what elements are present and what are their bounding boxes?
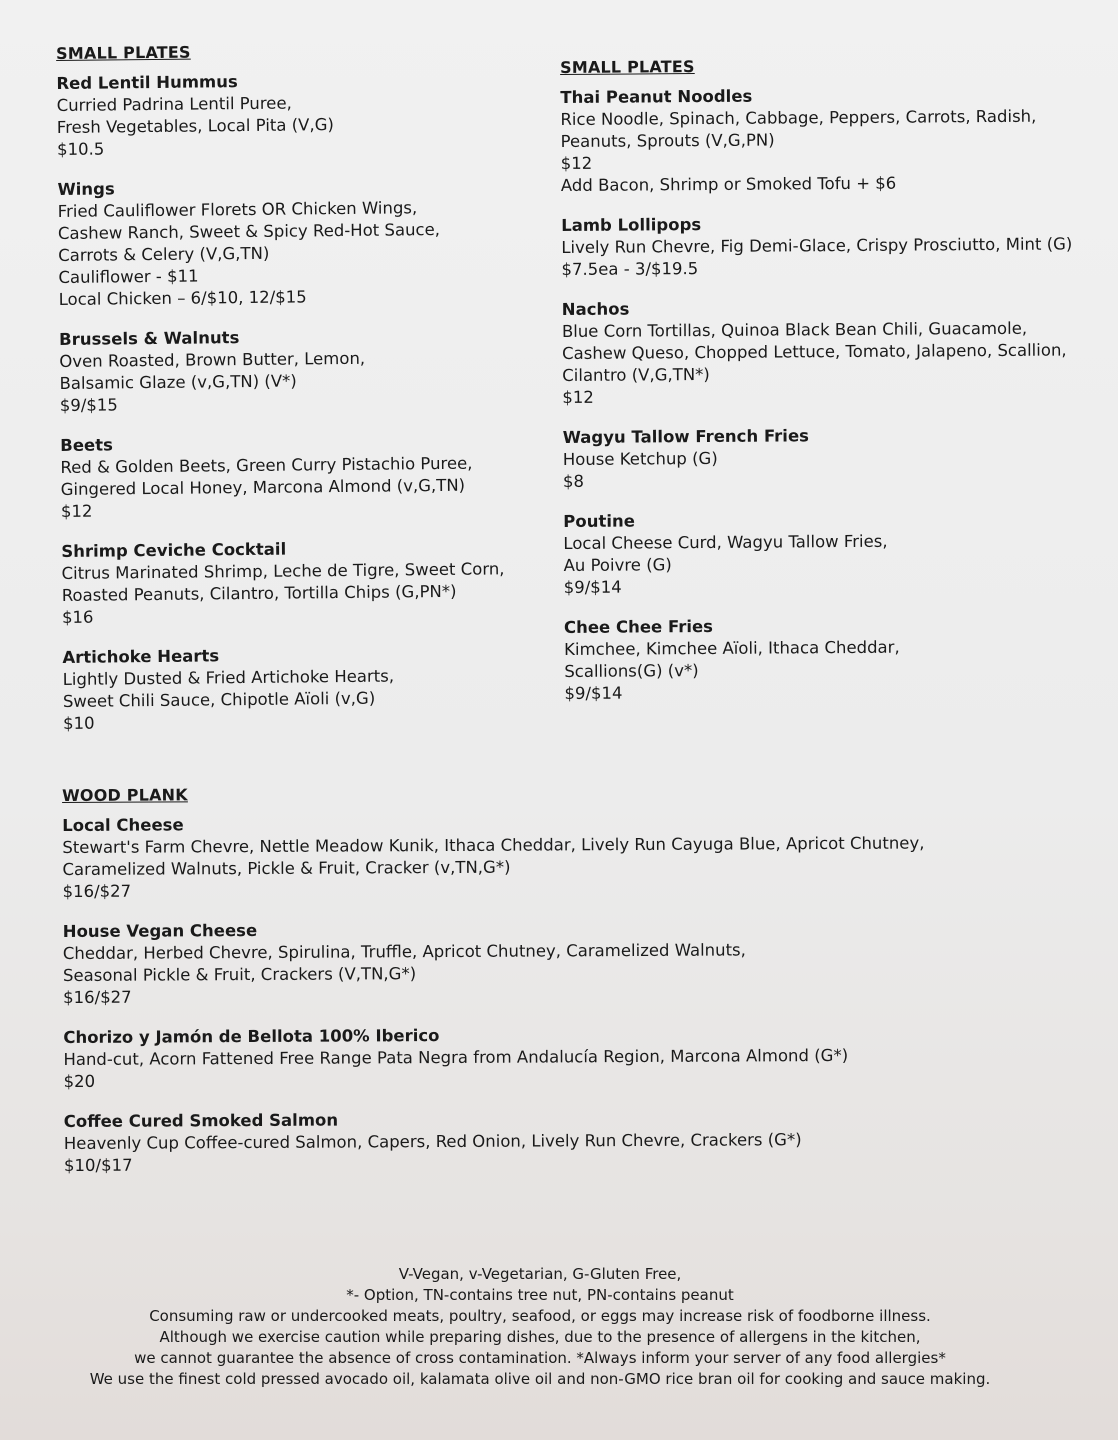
menu-item-name: Poutine — [563, 511, 635, 531]
menu-items — [62, 810, 1024, 1177]
menu-item — [63, 916, 1023, 1009]
menu-item-line: Fresh Vegetables, Local Pita (V,G) — [56, 115, 334, 137]
menu-item-line: Rice Noodle, Spinach, Cabbage, Peppers, Carrots, Radish, — [560, 106, 1037, 129]
menu-item-name: Brussels & Walnuts — [58, 328, 240, 349]
menu-item-line: Lightly Dusted & Fried Artichoke Hearts, — [62, 666, 395, 689]
menu-item-line: Carrots & Celery (V,G,TN) — [58, 243, 270, 265]
menu-item-line: Scallions(G) (v*) — [564, 661, 699, 681]
wood-plank-section — [62, 781, 1024, 1195]
menu-item-line: Heavenly Cup Coffee-cured Salmon, Capers, Red Onion, Lively Run Chevre, Crackers (G*) — [63, 1130, 802, 1153]
menu-item — [57, 174, 538, 311]
menu-item-name: Thai Peanut Noodles — [560, 86, 753, 107]
menu-item-name: Wings — [57, 179, 115, 199]
allergen-footer — [60, 1264, 1020, 1390]
menu-item-line: Cilantro (V,G,TN*) — [562, 364, 710, 385]
menu-item-line: Oven Roasted, Brown Butter, Lemon, — [59, 348, 366, 371]
section-title-wood-plank: WOOD PLANK — [62, 785, 188, 805]
footer-line: *- Option, TN-contains tree nut, PN-contains peanut — [346, 1286, 734, 1304]
menu-item-line: Gingered Local Honey, Marcona Almond (v,G,TN) — [60, 475, 466, 499]
menu-item-line: $12 — [562, 387, 594, 407]
menu-item-line: Lively Run Chevre, Fig Demi-Glace, Crispy Prosciutto, Mint (G) — [561, 234, 1073, 257]
menu-item-name: Lamb Lollipops — [561, 215, 702, 235]
menu-item-line: Local Chicken – 6/$10, 12/$15 — [58, 287, 307, 309]
menu-item-line: Cauliflower - $11 — [58, 266, 199, 287]
menu-item-line: Curried Padrina Lentil Puree, — [56, 93, 292, 115]
menu-item-name: Shrimp Ceviche Cocktail — [61, 539, 287, 561]
menu-item-line: $16/$27 — [63, 987, 132, 1007]
menu-item-line: Cashew Queso, Chopped Lettuce, Tomato, Jalapeno, Scallion, — [561, 340, 1067, 363]
menu-item-line: Seasonal Pickle & Fruit, Crackers (V,TN,G*) — [62, 964, 417, 985]
menu-item — [62, 810, 1022, 903]
menu-item-name: House Vegan Cheese — [62, 920, 258, 941]
menu-item-line: Red & Golden Beets, Green Curry Pistachio Puree, — [60, 453, 473, 477]
menu-items — [560, 83, 1094, 705]
menu-item-name: Local Cheese — [62, 815, 184, 835]
menu-item — [563, 507, 1094, 599]
menu-item-line: $12 — [560, 153, 593, 173]
footer-line: V-Vegan, v-Vegetarian, G-Gluten Free, — [398, 1265, 682, 1283]
menu-item-line: $7.5ea - 3/$19.5 — [561, 259, 699, 279]
menu-item-line: $9/$15 — [59, 395, 118, 415]
menu-item-name: Coffee Cured Smoked Salmon — [63, 1110, 339, 1131]
menu-item-name: Chee Chee Fries — [563, 616, 714, 637]
menu-item-line: House Ketchup (G) — [562, 448, 718, 469]
menu-item-line: Citrus Marinated Shrimp, Leche de Tigre, Sweet Corn, — [61, 559, 505, 583]
menu-item — [60, 430, 541, 523]
menu-item-line: $10/$17 — [63, 1155, 133, 1175]
menu-item-line: Peanuts, Sprouts (V,G,PN) — [560, 130, 775, 151]
menu-item-line: $10.5 — [57, 139, 105, 159]
menu-item-line: $10 — [63, 713, 95, 733]
footer-line: Although we exercise caution while preparing dishes, due to the presence of allergens in the kitchen, — [159, 1328, 921, 1346]
menu-item-line: $8 — [562, 471, 585, 491]
menu-item — [64, 1106, 1024, 1177]
menu-item-name: Red Lentil Hummus — [56, 72, 238, 93]
menu-item — [59, 324, 540, 417]
menu-item-line: $9/$14 — [563, 577, 622, 597]
menu-item — [564, 613, 1095, 705]
menu-item-name: Beets — [60, 435, 113, 455]
menu-item-name: Nachos — [561, 299, 630, 319]
menu-item — [63, 1022, 1023, 1093]
menu-item-name: Artichoke Hearts — [62, 646, 220, 667]
menu-item-line: Balsamic Glaze (v,G,TN) (V*) — [59, 371, 297, 393]
menu-items — [56, 68, 543, 735]
right-column — [560, 54, 1095, 723]
menu-item-line: Cheddar, Herbed Chevre, Spirulina, Truffle, Apricot Chutney, Caramelized Walnuts, — [62, 940, 746, 963]
menu-item-line: $20 — [63, 1071, 96, 1091]
menu-item-line: Hand-cut, Acorn Fattened Free Range Pata Negra from Andalucía Region, Marcona Almond (G*) — [63, 1045, 849, 1069]
menu-item-name: Wagyu Tallow French Fries — [562, 426, 810, 447]
left-column — [56, 39, 543, 753]
menu-item-line: $16 — [61, 607, 94, 627]
menu-item-line: $16/$27 — [62, 881, 132, 901]
menu-item-line: $9/$14 — [564, 683, 623, 703]
menu-item-line: Stewart's Farm Chevre, Nettle Meadow Kunik, Ithaca Cheddar, Lively Run Cayuga Blue, Apricot Chutney, — [62, 833, 925, 857]
menu-item-line: Roasted Peanuts, Cilantro, Tortilla Chips (G,PN*) — [61, 581, 457, 605]
menu-item-line: Local Cheese Curd, Wagyu Tallow Fries, — [563, 531, 888, 553]
menu-item-line: Cashew Ranch, Sweet & Spicy Red-Hot Sauce, — [57, 219, 441, 243]
menu-item-line: $12 — [60, 501, 93, 521]
menu-item — [561, 211, 1091, 281]
menu-item-line: Au Poivre (G) — [563, 555, 672, 575]
menu-item — [61, 536, 542, 629]
menu-item — [562, 295, 1093, 409]
menu-item — [62, 642, 543, 735]
section-title-small-plates: SMALL PLATES — [560, 57, 695, 77]
footer-line: we cannot guarantee the absence of cross contamination. *Always inform your server of any food allergies* — [134, 1349, 946, 1367]
menu-item — [563, 423, 1093, 493]
menu-item-line: Sweet Chili Sauce, Chipotle Aïoli (v,G) — [62, 688, 376, 711]
menu-item-line: Fried Cauliflower Florets OR Chicken Wings, — [57, 198, 418, 221]
menu-item-line: Add Bacon, Shrimp or Smoked Tofu + $6 — [560, 173, 897, 195]
menu-item — [56, 68, 537, 161]
menu-item-line: Kimchee, Kimchee Aïoli, Ithaca Cheddar, — [564, 637, 900, 659]
menu-item-line: Caramelized Walnuts, Pickle & Fruit, Cracker (v,TN,G*) — [62, 857, 511, 879]
footer-line: We use the finest cold pressed avocado oil, kalamata olive oil and non-GMO rice bran oil for cooking and sauce making. — [89, 1370, 991, 1388]
menu-item-name: Chorizo y Jamón de Bellota 100% Iberico — [63, 1026, 440, 1047]
section-title-small-plates: SMALL PLATES — [56, 42, 191, 63]
menu-item-line: Blue Corn Tortillas, Quinoa Black Bean Chili, Guacamole, — [561, 318, 1028, 341]
footer-line: Consuming raw or undercooked meats, poultry, seafood, or eggs may increase risk of foodborne illness. — [149, 1307, 931, 1325]
menu-item — [560, 83, 1091, 197]
